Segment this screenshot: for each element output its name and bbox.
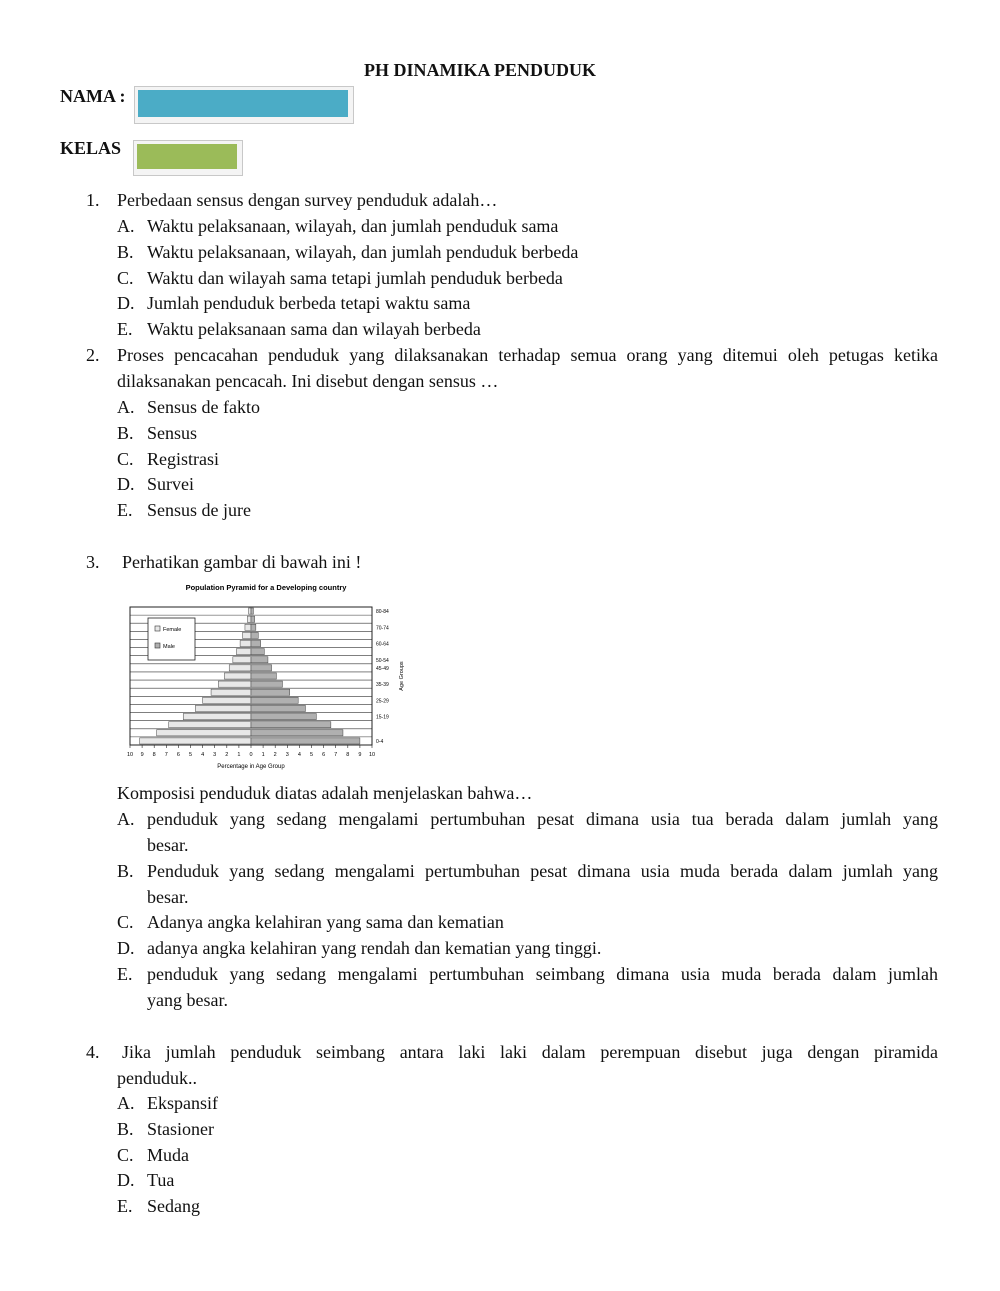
option-letter: E. bbox=[117, 500, 133, 520]
bar-female-55-59 bbox=[236, 649, 251, 655]
x-tick-label: 0 bbox=[249, 752, 253, 758]
bar-female-15-19 bbox=[183, 714, 251, 720]
option-letter: B. bbox=[117, 861, 134, 881]
option-letter: E. bbox=[117, 964, 133, 984]
answer-option[interactable] bbox=[117, 213, 558, 239]
bar-female-5-9 bbox=[157, 730, 251, 736]
chart-ylabel: Age Groups bbox=[399, 661, 405, 691]
answer-option[interactable] bbox=[117, 471, 194, 497]
option-text: Sensus de jure bbox=[147, 500, 251, 520]
population-pyramid-chart bbox=[118, 578, 418, 776]
answer-option[interactable] bbox=[117, 858, 938, 910]
option-letter: D. bbox=[117, 474, 135, 494]
bar-female-10-14 bbox=[169, 722, 251, 728]
x-tick-label: 6 bbox=[176, 752, 180, 758]
page-title: PH DINAMIKA PENDUDUK bbox=[364, 60, 596, 80]
answer-option[interactable] bbox=[117, 265, 563, 291]
bar-female-65-69 bbox=[243, 632, 251, 638]
bar-male-65-69 bbox=[251, 632, 258, 638]
question-prompt: Komposisi penduduk diatas adalah menjelaskan bahwa… bbox=[117, 783, 533, 803]
option-text-line2: besar. bbox=[147, 887, 189, 907]
legend-label-female: Female bbox=[163, 627, 182, 633]
question-number: 2. bbox=[86, 345, 100, 365]
x-tick-label: 5 bbox=[309, 752, 314, 758]
y-tick-label: 15-19 bbox=[376, 714, 389, 721]
y-tick-label: 45-49 bbox=[376, 665, 389, 672]
x-tick-label: 2 bbox=[225, 752, 229, 758]
y-tick-label: 0-4 bbox=[376, 738, 384, 745]
y-tick-label: 70-74 bbox=[376, 625, 389, 632]
option-letter: C. bbox=[117, 449, 134, 469]
legend-swatch-female bbox=[155, 626, 160, 631]
option-text: Jumlah penduduk berbeda tetapi waktu sama bbox=[147, 293, 471, 313]
option-text-line1: penduduk yang sedang mengalami pertumbuhan pesat dimana usia tua berada dalam jumlah yang bbox=[147, 809, 938, 829]
answer-option[interactable] bbox=[117, 1116, 214, 1142]
kelas-label: KELAS bbox=[60, 138, 122, 158]
x-tick-label: 7 bbox=[164, 752, 168, 758]
y-tick-label: 35-39 bbox=[376, 682, 389, 689]
question-number: 1. bbox=[86, 190, 100, 210]
option-letter: E. bbox=[117, 319, 133, 339]
legend-label-male: Male bbox=[163, 644, 175, 650]
bar-male-80-84 bbox=[251, 608, 253, 614]
bar-male-15-19 bbox=[251, 714, 316, 720]
bar-female-60-64 bbox=[240, 640, 251, 646]
question-text-line1: Proses pencacahan penduduk yang dilaksanakan terhadap semua orang yang ditemui oleh petugas ketika bbox=[117, 345, 938, 365]
bar-male-10-14 bbox=[251, 722, 331, 728]
answer-option[interactable] bbox=[117, 497, 251, 523]
y-tick-label: 80-84 bbox=[376, 609, 389, 616]
x-tick-label: 10 bbox=[126, 752, 134, 758]
answer-option[interactable] bbox=[117, 316, 481, 342]
option-text: Ekspansif bbox=[147, 1093, 218, 1113]
chart-title: Population Pyramid for a Developing country bbox=[185, 583, 347, 592]
option-letter: A. bbox=[117, 1093, 135, 1113]
option-letter: C. bbox=[117, 912, 134, 932]
answer-option[interactable] bbox=[117, 806, 938, 858]
bar-female-80-84 bbox=[249, 608, 251, 614]
option-letter: D. bbox=[117, 1170, 135, 1190]
option-text: Muda bbox=[147, 1145, 189, 1165]
option-text: Waktu pelaksanaan sama dan wilayah berbeda bbox=[147, 319, 481, 339]
option-letter: A. bbox=[117, 216, 135, 236]
bar-male-35-39 bbox=[251, 681, 282, 687]
x-tick-label: 9 bbox=[140, 752, 144, 758]
option-text: Waktu pelaksanaan, wilayah, dan jumlah penduduk sama bbox=[147, 216, 559, 236]
bar-male-45-49 bbox=[251, 665, 272, 671]
question-text: Perhatikan gambar di bawah ini ! bbox=[122, 552, 362, 572]
question-text-line2: penduduk.. bbox=[117, 1068, 197, 1088]
option-text: adanya angka kelahiran yang rendah dan kematian yang tinggi. bbox=[147, 938, 602, 958]
option-letter: D. bbox=[117, 938, 135, 958]
x-tick-label: 6 bbox=[322, 752, 326, 758]
bar-male-75-79 bbox=[251, 616, 255, 622]
bar-male-70-74 bbox=[251, 624, 256, 630]
bar-female-20-24 bbox=[195, 705, 251, 711]
option-text: Sensus bbox=[147, 423, 198, 443]
answer-option[interactable] bbox=[117, 394, 260, 420]
nama-label: NAMA : bbox=[60, 86, 126, 106]
answer-option[interactable] bbox=[117, 1142, 189, 1168]
option-text: Survei bbox=[147, 474, 194, 494]
kelas-input[interactable] bbox=[133, 140, 243, 176]
bar-female-35-39 bbox=[218, 681, 251, 687]
option-text: Sensus de fakto bbox=[147, 397, 260, 417]
option-letter: B. bbox=[117, 423, 134, 443]
x-tick-label: 8 bbox=[346, 752, 350, 758]
y-tick-label: 50-54 bbox=[376, 657, 389, 664]
answer-option[interactable] bbox=[117, 446, 219, 472]
answer-option[interactable] bbox=[117, 961, 938, 1013]
nama-input[interactable] bbox=[134, 86, 354, 124]
x-tick-label: 10 bbox=[368, 752, 376, 758]
bar-female-25-29 bbox=[203, 697, 251, 703]
x-tick-label: 7 bbox=[334, 752, 338, 758]
option-letter: C. bbox=[117, 268, 134, 288]
answer-option[interactable] bbox=[117, 909, 504, 935]
option-text: Sedang bbox=[147, 1196, 200, 1216]
option-letter: B. bbox=[117, 1119, 134, 1139]
bar-male-5-9 bbox=[251, 730, 343, 736]
bar-female-45-49 bbox=[229, 665, 251, 671]
bar-male-20-24 bbox=[251, 705, 305, 711]
x-tick-label: 5 bbox=[188, 752, 193, 758]
bar-female-50-54 bbox=[233, 657, 251, 663]
y-tick-label: 60-64 bbox=[376, 641, 389, 648]
answer-option[interactable] bbox=[117, 935, 601, 961]
bar-female-75-79 bbox=[247, 616, 251, 622]
option-text-line1: Penduduk yang sedang mengalami pertumbuhan pesat dimana usia muda berada dalam jumlah yang bbox=[147, 861, 938, 881]
x-tick-label: 3 bbox=[285, 752, 289, 758]
bar-male-40-44 bbox=[251, 673, 276, 679]
answer-option[interactable] bbox=[117, 239, 578, 265]
option-text: Registrasi bbox=[147, 449, 219, 469]
answer-option[interactable] bbox=[117, 1090, 218, 1116]
x-tick-label: 4 bbox=[201, 752, 205, 758]
option-text-line2: besar. bbox=[147, 835, 189, 855]
bar-female-0-4 bbox=[140, 738, 251, 744]
bar-male-0-4 bbox=[251, 738, 360, 744]
option-letter: E. bbox=[117, 1196, 133, 1216]
option-letter: C. bbox=[117, 1145, 134, 1165]
chart-xlabel: Percentage in Age Group bbox=[217, 764, 285, 770]
chart-legend bbox=[148, 618, 195, 660]
option-letter: A. bbox=[117, 809, 135, 829]
answer-option[interactable] bbox=[117, 1193, 200, 1219]
x-tick-label: 8 bbox=[152, 752, 156, 758]
question-text: Perbedaan sensus dengan survey penduduk adalah… bbox=[117, 190, 498, 210]
bar-male-50-54 bbox=[251, 657, 268, 663]
bar-male-25-29 bbox=[251, 697, 298, 703]
bar-male-55-59 bbox=[251, 649, 264, 655]
bar-female-30-34 bbox=[211, 689, 251, 695]
bar-male-30-34 bbox=[251, 689, 290, 695]
option-text: Waktu pelaksanaan, wilayah, dan jumlah penduduk berbeda bbox=[147, 242, 579, 262]
x-tick-label: 1 bbox=[237, 752, 241, 758]
y-tick-label: 25-29 bbox=[376, 698, 389, 705]
option-text: Waktu dan wilayah sama tetapi jumlah penduduk berbeda bbox=[147, 268, 563, 288]
x-tick-label: 2 bbox=[273, 752, 277, 758]
x-tick-label: 9 bbox=[358, 752, 362, 758]
option-letter: D. bbox=[117, 293, 135, 313]
bar-male-60-64 bbox=[251, 640, 261, 646]
nama-input-fill bbox=[138, 90, 348, 117]
question-text-line1: Jika jumlah penduduk seimbang antara laki laki dalam perempuan disebut juga dengan piramida bbox=[122, 1042, 938, 1062]
x-tick-label: 1 bbox=[261, 752, 265, 758]
question-text-line2: dilaksanakan pencacah. Ini disebut dengan sensus … bbox=[117, 371, 499, 391]
question-number: 3. bbox=[86, 552, 100, 572]
option-text: Stasioner bbox=[147, 1119, 214, 1139]
option-text: Adanya angka kelahiran yang sama dan kematian bbox=[147, 912, 504, 932]
question-number: 4. bbox=[86, 1042, 100, 1062]
option-text: Tua bbox=[147, 1170, 175, 1190]
option-letter: A. bbox=[117, 397, 135, 417]
legend-box bbox=[148, 618, 195, 660]
option-text-line2: yang besar. bbox=[147, 990, 228, 1010]
answer-option[interactable] bbox=[117, 420, 197, 446]
option-letter: B. bbox=[117, 242, 134, 262]
x-tick-label: 4 bbox=[297, 752, 301, 758]
legend-swatch-male bbox=[155, 643, 160, 648]
bar-female-70-74 bbox=[245, 624, 251, 630]
answer-option[interactable] bbox=[117, 1167, 174, 1193]
bar-female-40-44 bbox=[224, 673, 251, 679]
x-tick-label: 3 bbox=[213, 752, 217, 758]
option-text-line1: penduduk yang sedang mengalami pertumbuhan seimbang dimana usia muda berada dalam jumlah bbox=[147, 964, 938, 984]
kelas-input-fill bbox=[137, 144, 237, 169]
answer-option[interactable] bbox=[117, 290, 470, 316]
